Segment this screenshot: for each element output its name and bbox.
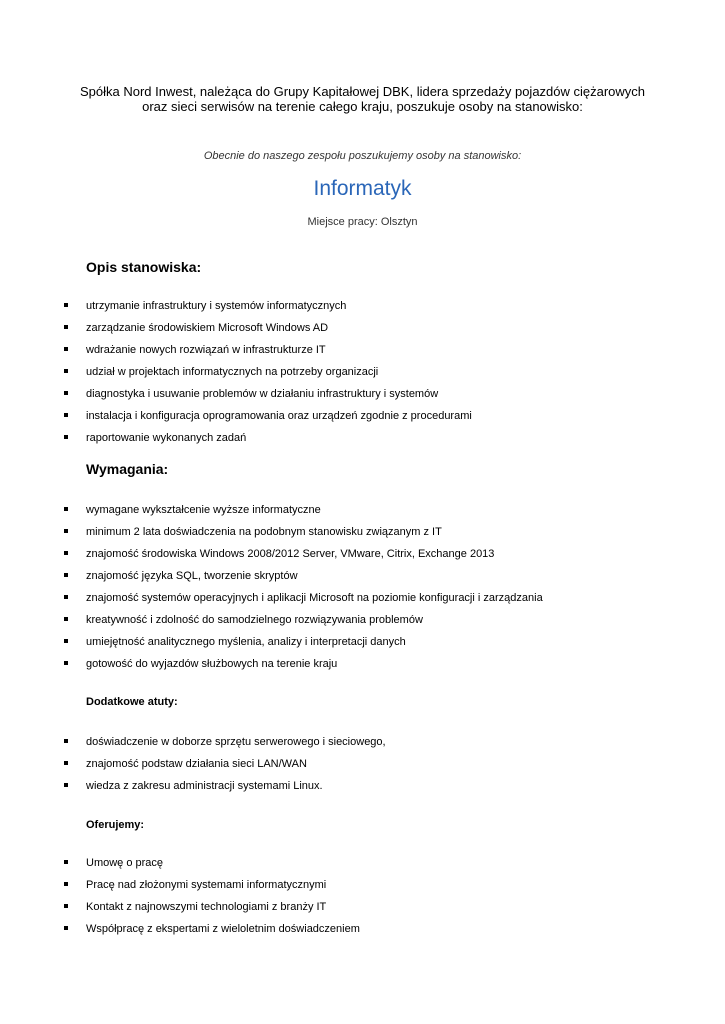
list-item: wdrażanie nowych rozwiązań w infrastrukturze IT <box>62 343 472 365</box>
list-item: instalacja i konfiguracja oprogramowania oraz urządzeń zgodnie z procedurami <box>62 409 472 431</box>
tagline: Obecnie do naszego zespołu poszukujemy osoby na stanowisko: <box>203 150 522 162</box>
list-item: wiedza z zakresu administracji systemami Linux. <box>62 779 386 801</box>
job-title: Informatyk <box>313 177 412 200</box>
list-item: Pracę nad złożonymi systemami informatycznymi <box>62 878 360 900</box>
job-location: Miejsce pracy: Olsztyn <box>307 216 418 228</box>
list-item: znajomość podstaw działania sieci LAN/WAN <box>62 757 386 779</box>
section-heading-oferujemy: Oferujemy: <box>86 819 145 831</box>
list-oferujemy <box>62 856 360 944</box>
intro-line-2: oraz sieci serwisów na terenie całego kraju, poszukuje osoby na stanowisko: <box>142 99 583 114</box>
list-item: znajomość języka SQL, tworzenie skryptów <box>62 569 543 591</box>
list-item: gotowość do wyjazdów służbowych na terenie kraju <box>62 657 543 679</box>
list-item: kreatywność i zdolność do samodzielnego rozwiązywania problemów <box>62 613 543 635</box>
list-item: znajomość środowiska Windows 2008/2012 Server, VMware, Citrix, Exchange 2013 <box>62 547 543 569</box>
list-item: Umowę o pracę <box>62 856 360 878</box>
list-item: diagnostyka i usuwanie problemów w działaniu infrastruktury i systemów <box>62 387 472 409</box>
list-opis <box>62 299 472 453</box>
list-item: utrzymanie infrastruktury i systemów informatycznych <box>62 299 472 321</box>
section-heading-wymagania: Wymagania: <box>86 461 169 477</box>
list-atuty <box>62 735 386 801</box>
list-item: Współpracę z ekspertami z wieloletnim doświadczeniem <box>62 922 360 944</box>
list-item: zarządzanie środowiskiem Microsoft Windows AD <box>62 321 472 343</box>
intro-paragraph <box>40 84 685 114</box>
list-item: udział w projektach informatycznych na potrzeby organizacji <box>62 365 472 387</box>
section-heading-atuty: Dodatkowe atuty: <box>86 696 178 708</box>
section-heading-opis: Opis stanowiska: <box>86 259 202 275</box>
list-item: minimum 2 lata doświadczenia na podobnym stanowisku związanym z IT <box>62 525 543 547</box>
list-wymagania <box>62 503 543 679</box>
list-item: raportowanie wykonanych zadań <box>62 431 472 453</box>
intro-line-1: Spółka Nord Inwest, należąca do Grupy Kapitałowej DBK, lidera sprzedaży pojazdów ciężarowych <box>79 84 646 99</box>
list-item: doświadczenie w doborze sprzętu serwerowego i sieciowego, <box>62 735 386 757</box>
list-item: wymagane wykształcenie wyższe informatyczne <box>62 503 543 525</box>
list-item: Kontakt z najnowszymi technologiami z branży IT <box>62 900 360 922</box>
list-item: umiejętność analitycznego myślenia, analizy i interpretacji danych <box>62 635 543 657</box>
list-item: znajomość systemów operacyjnych i aplikacji Microsoft na poziomie konfiguracji i zarządzania <box>62 591 543 613</box>
